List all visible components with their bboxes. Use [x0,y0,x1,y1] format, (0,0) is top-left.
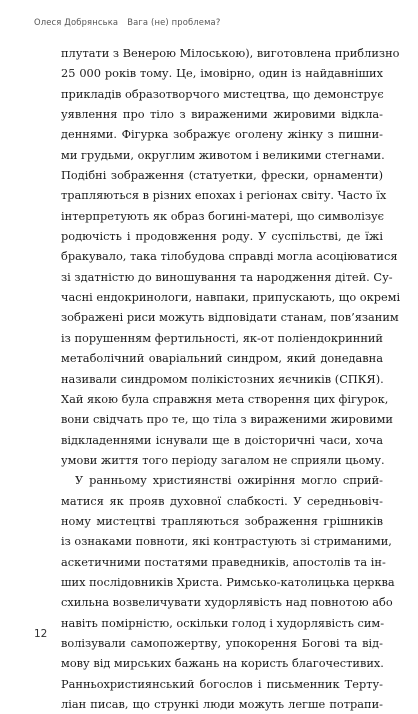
header-author: Олеся Добрянська [34,17,119,27]
running-header [34,17,220,27]
text-line: трапляються в різних епохах і регіонах світу. Часто їх [61,188,387,203]
text-line: бракувало, така тілобудова справді могла асоціюватися [61,249,398,264]
text-line: Ранньохристиянський богослов і письменник Терту- [61,676,383,691]
text-line: плутати з Венерою Мілоською), виготовлена приблизно [61,46,400,60]
text-line: ших послідовників Христа. Римсько-католицька церква [61,574,395,589]
paragraph [61,470,395,714]
text-line: відкладеннями існували ще в доісторичні часи, хоча [61,432,383,447]
text-line: уявлення про тіло з вираженими жировими відкла- [61,107,383,122]
text-line: У ранньому християнстві ожиріння могло сприй- [75,473,383,488]
text-line: волізували самопожертву, упокорення Богові та від- [61,635,383,650]
text-line: часні ендокринологи, навпаки, припускають, що окремі [61,290,401,305]
text-line: схильна возвеличувати худорлявість над повнотою або [61,595,393,610]
text-line: ми грудьми, округлим животом і великими стегнами. [61,147,385,162]
text-line: Подібні зображення (статуетки, фрески, орнаменти) [61,168,383,183]
text-line: вони свідчать про те, що тіла з вираженими жировими [61,412,393,427]
paragraph [61,43,401,470]
text-line: деннями. Фігурка зображує оголену жінку з пишни- [61,127,383,142]
text-line: навіть помірністю, оскільки голод і худорлявість сим- [61,615,385,630]
body-text [61,43,401,714]
text-line: мову від мирських бажань на користь благочестивих. [61,656,384,671]
text-line: інтерпретують як образ богині-матері, що символізує [61,208,385,223]
text-line: прикладів образотворчого мистецтва, що демонструє [61,86,384,101]
text-line: ліан писав, що стрункі люди можуть легше потрапи- [61,697,383,711]
text-line: метаболічний оваріальний синдром, який донедавна [61,351,383,366]
text-line: зі здатністю до виношування та народження дітей. Су- [61,269,393,284]
text-line: умови життя того періоду загалом не сприяли цьому. [61,452,385,467]
text-line: 25 000 років тому. Це, імовірно, один із найдавніших [61,66,383,81]
text-line: зображені риси можуть відповідати станам, пов’язаним [61,310,399,325]
text-line: матися як прояв духовної слабкості. У середньовіч- [61,493,383,508]
text-line: Хай якою була справжня мета створення цих фігурок, [61,391,389,406]
text-line: аскетичними постатями праведників, апостолів та ін- [61,554,386,569]
text-line: родючість і продовження роду. У суспільстві, де їжі [61,229,383,244]
page-number: 12 [34,628,48,640]
text-line: із ознаками повноти, які контрастують зі стриманими, [61,534,392,549]
text-line: із порушенням фертильності, як-от поліендокринний [61,330,383,345]
header-book-title: Вага (не) проблема? [127,17,221,27]
text-line: ному мистецтві трапляються зображення грішників [61,513,383,528]
text-line: називали синдромом полікістозних яєчників (СПКЯ). [61,371,384,386]
